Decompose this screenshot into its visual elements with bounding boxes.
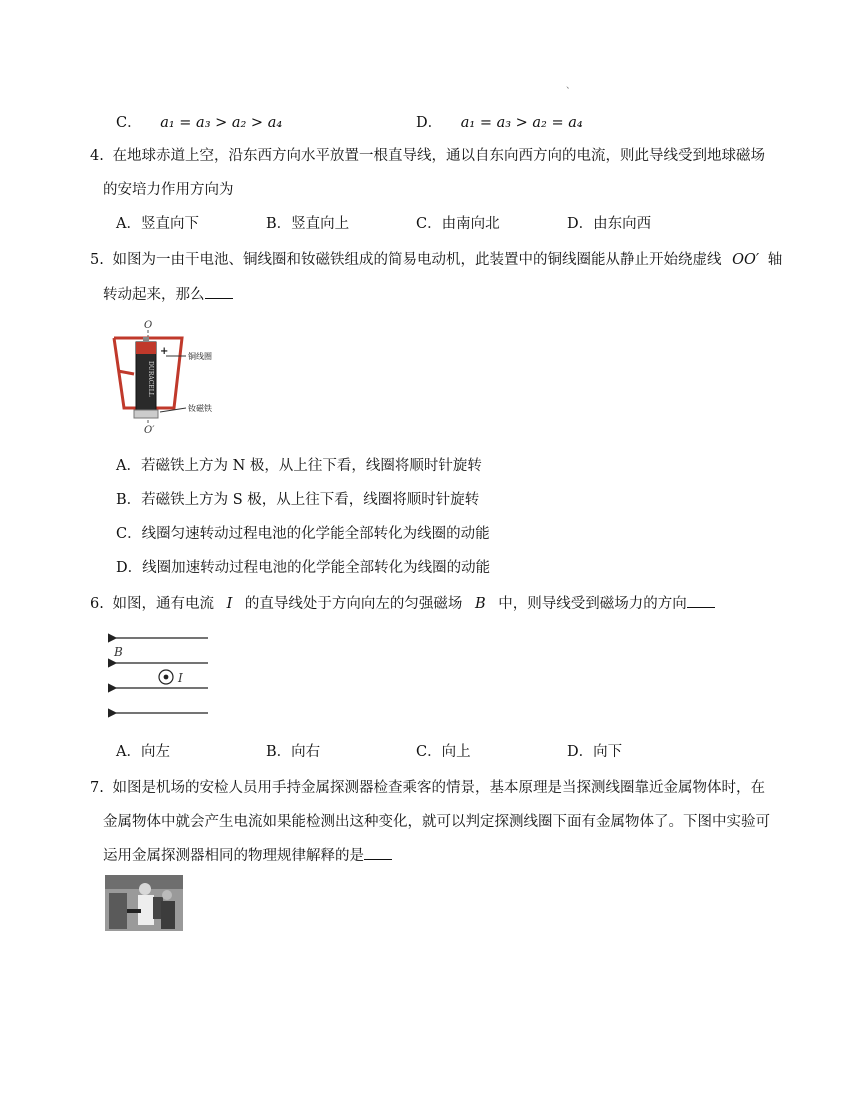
q3-option-d-letter: D． (416, 115, 443, 131)
q7-number: 7. (90, 780, 104, 796)
q4-option-d: D．由东向西 (567, 216, 652, 232)
q5-line1-end: 轴 (767, 252, 783, 268)
q5-option-b: B．若磁铁上方为 S 极，从上往下看，线圈将顺时针旋转 (116, 492, 480, 508)
q5-fig-label-coil: 铜线圈 (188, 352, 212, 361)
q6-field-figure (108, 628, 218, 724)
q6-fig-label-b: B (114, 645, 123, 659)
q5-number: 5. (90, 252, 104, 268)
q5-fig-label-o-prime: O′ (144, 425, 155, 436)
q4-line2: 的安培力作用方向为 (103, 182, 234, 198)
q6-option-c: C．向上 (416, 744, 471, 760)
q5-motor-figure (104, 316, 244, 436)
q6-var-i: I (226, 596, 233, 612)
top-mark: 、 (566, 81, 576, 91)
q7-line2: 金属物体中就会产生电流如果能检测出这种变化，就可以判定探测线圈下面有金属物体了。下图中实验可 (103, 814, 770, 830)
q5-line1: 如图为一由干电池、铜线圈和钕磁铁组成的简易电动机，此装置中的铜线圈能从静止开始绕虚线 (112, 252, 722, 268)
q7-line3: 运用金属探测器相同的物理规律解释的是 (103, 848, 364, 864)
q6-answer-blank (687, 593, 715, 608)
q3-option-c-letter: C． (116, 115, 142, 131)
q3-option-d (416, 111, 583, 132)
q4-line1: 在地球赤道上空，沿东西方向水平放置一根直导线，通以自东向西方向的电流，则此导线受到地球磁场 (112, 148, 765, 164)
q3-option-c (116, 111, 282, 132)
q6-option-a: A．向左 (116, 744, 170, 760)
q7-security-check-photo (105, 875, 183, 931)
q6-fig-label-i: I (178, 671, 183, 685)
q5-answer-blank (205, 284, 233, 299)
q5-axis: OO′ (732, 252, 760, 268)
q4-option-b: B．竖直向上 (266, 216, 350, 232)
q5-option-d: D．线圈加速转动过程电池的化学能全部转化为线圈的动能 (116, 560, 491, 576)
q4-option-a: A．竖直向下 (116, 216, 199, 232)
q5-option-a: A．若磁铁上方为 N 极，从上往下看，线圈将顺时针旋转 (116, 458, 482, 474)
q3-option-c-expr: a₁ = a₃ > a₂ > a₄ (160, 115, 283, 131)
q5-option-c: C．线圈匀速转动过程电池的化学能全部转化为线圈的动能 (116, 526, 490, 542)
q5-fig-label-magnet: 钕磁铁 (188, 404, 212, 413)
q3-option-d-expr: a₁ = a₃ > a₂ = a₄ (460, 115, 583, 131)
q6-number: 6. (90, 596, 104, 612)
q4-option-c: C．由南向北 (416, 216, 500, 232)
q5-fig-label-o: O (144, 320, 153, 331)
q6-text-c: 中，则导线受到磁场力的方向 (498, 596, 687, 612)
q7-line1: 如图是机场的安检人员用手持金属探测器检查乘客的情景，基本原理是当探测线圈靠近金属物体时，在 (112, 780, 765, 796)
q7-answer-blank (364, 845, 392, 860)
q5-fig-battery-brand: DURACELL (147, 361, 154, 397)
q4-number: 4. (90, 148, 104, 164)
q5-fig-label-plus: + (160, 346, 169, 357)
q6-var-b: B (475, 596, 486, 612)
q6-text-a: 如图，通有电流 (112, 596, 214, 612)
q6-option-b: B．向右 (266, 744, 321, 760)
q6-option-d: D．向下 (567, 744, 623, 760)
q5-line2: 转动起来，那么 (103, 287, 205, 303)
q6-text-b: 的直导线处于方向向左的匀强磁场 (244, 596, 463, 612)
